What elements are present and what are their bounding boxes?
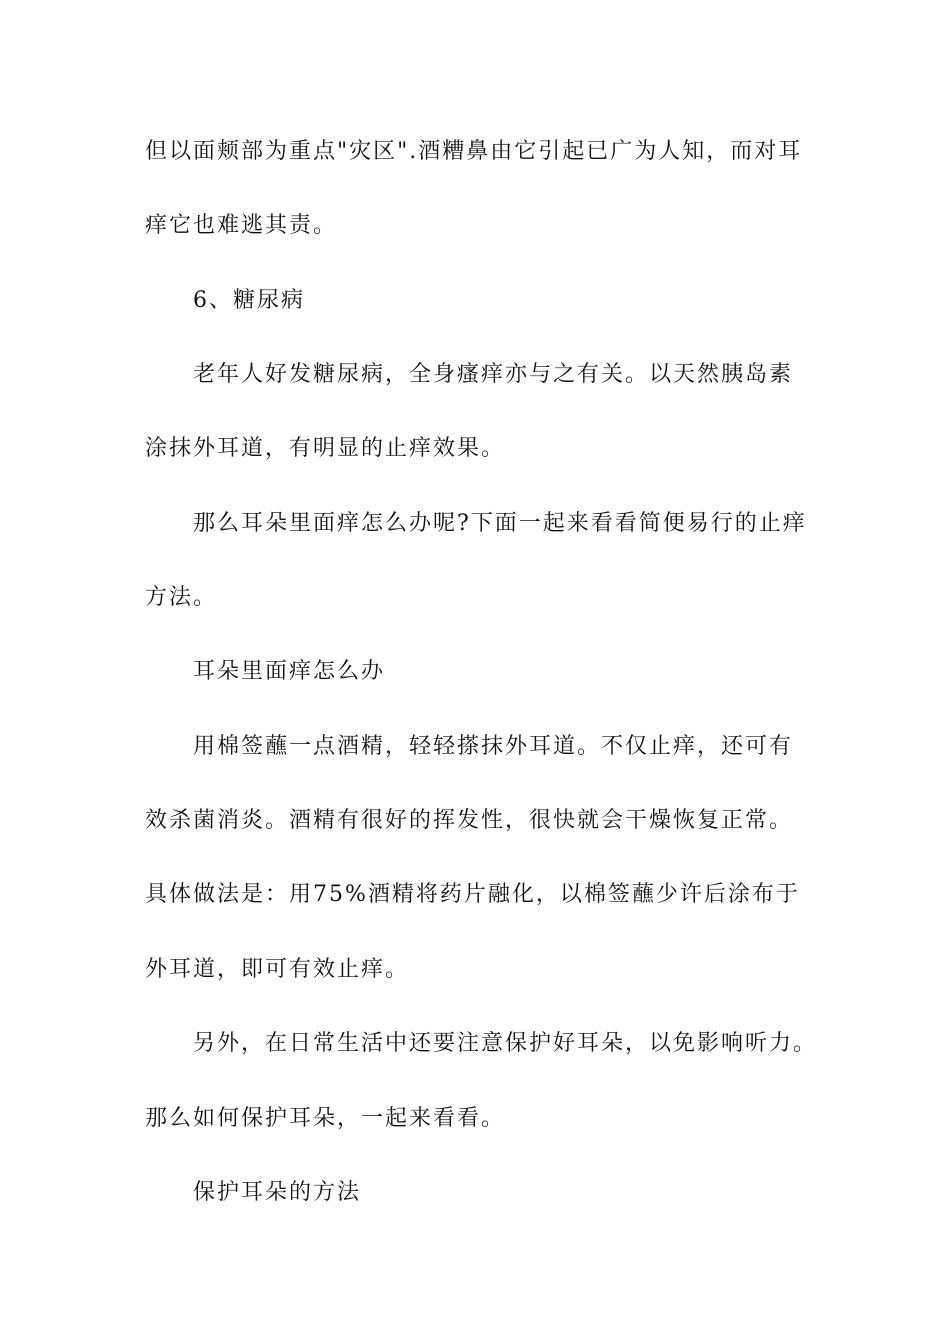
paragraph-line: 但以面颊部为重点"灾区".酒糟鼻由它引起已广为人知，而对耳 [145, 139, 803, 164]
paragraph-line: 另外，在日常生活中还要注意保护好耳朵，以免影响听力。 [193, 1031, 818, 1056]
section-heading: 耳朵里面痒怎么办 [193, 659, 386, 684]
paragraph-line: 效杀菌消炎。酒精有很好的挥发性，很快就会干燥恢复正常。 [145, 808, 794, 833]
paragraph-line: 用棉签蘸一点酒精，轻轻搽抹外耳道。不仅止痒，还可有 [193, 734, 794, 759]
section-heading: 保护耳朵的方法 [193, 1180, 362, 1205]
paragraph-line: 那么耳朵里面痒怎么办呢?下面一起来看看简便易行的止痒 [193, 511, 807, 536]
section-heading: 6、糖尿病 [193, 288, 305, 313]
paragraph-line: 涂抹外耳道，有明显的止痒效果。 [145, 436, 506, 461]
paragraph-line: 具体做法是：用75%酒精将药片融化，以棉签蘸少许后涂布于 [145, 882, 800, 907]
paragraph-line: 那么如何保护耳朵，一起来看看。 [145, 1106, 506, 1131]
paragraph-line: 外耳道，即可有效止痒。 [145, 957, 410, 982]
paragraph-line: 老年人好发糖尿病，全身瘙痒亦与之有关。以天然胰岛素 [193, 362, 794, 387]
paragraph-line: 痒它也难逃其责。 [145, 213, 338, 238]
paragraph-line: 方法。 [145, 585, 218, 610]
